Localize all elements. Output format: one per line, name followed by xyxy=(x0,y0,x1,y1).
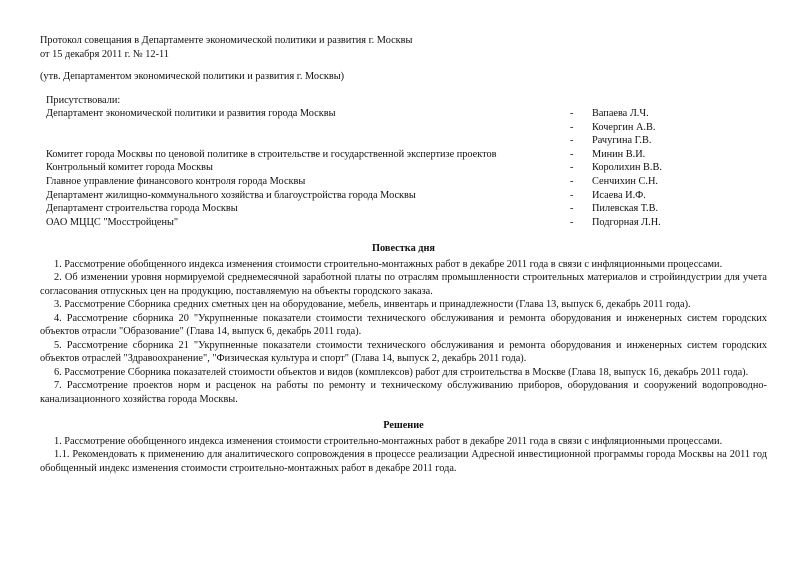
attendee-dash: - xyxy=(570,108,574,119)
attendee-organization: ОАО МЦЦС "Мосстройцены" xyxy=(46,216,179,228)
attendees-heading: Присутствовали: xyxy=(46,94,121,106)
agenda-item: 5. Рассмотрение сборника 21 "Укрупненные показатели стоимости технического обслуживания и ремонта оборудования и инженерных систем городских объектов отраслей "Здравоохранение", "Физическая культура и спорт" (Глава 14, выпуск 2, декабрь 2011 года). xyxy=(40,339,767,365)
agenda-item: 1. Рассмотрение обобщенного индекса изменения стоимости строительно-монтажных работ в декабре 2011 года в связи с инфляционными процессами. xyxy=(54,258,723,270)
attendee-row xyxy=(46,148,767,162)
attendee-dash: - xyxy=(570,175,574,187)
attendee-dash: - xyxy=(570,162,574,174)
attendee-name: Рачугина Г.В. xyxy=(592,135,652,147)
attendee-row xyxy=(46,189,767,203)
agenda-item: 7. Рассмотрение проектов норм и расценок на работы по ремонту и техническому обслуживанию приборов, оборудования и сооружений водопроводно-канализационного хозяйства города Москвы. xyxy=(40,380,767,405)
attendee-name: Исаева И.Ф. xyxy=(592,189,646,201)
document-date: от 15 декабря 2011 г. № 12-11 xyxy=(40,48,169,60)
attendee-dash: - xyxy=(570,203,574,215)
attendee-row xyxy=(46,161,767,175)
attendee-row xyxy=(46,202,767,216)
attendee-organization: Департамент строительства города Москвы xyxy=(46,203,238,215)
attendee-organization: Контрольный комитет города Москвы xyxy=(46,162,213,174)
agenda-item: 6. Рассмотрение Сборника показателей стоимости объектов и видов (комплексов) работ для строительства в Москве (Глава 18, выпуск 16, декабрь 2011 года). xyxy=(54,366,749,378)
attendee-name: Сенчихин С.Н. xyxy=(592,175,658,187)
approval-note: (утв. Департаментом экономической политики и развития г. Москвы) xyxy=(40,71,345,82)
attendee-row xyxy=(46,134,767,148)
attendee-name: Подгорная Л.Н. xyxy=(592,216,661,228)
attendee-name: Кочергин А.В. xyxy=(592,121,656,133)
attendees-list xyxy=(46,107,767,229)
attendee-dash: - xyxy=(570,135,574,147)
attendee-dash: - xyxy=(570,148,574,160)
attendee-dash: - xyxy=(570,189,574,201)
attendee-row xyxy=(46,107,767,121)
decision-title: Решение xyxy=(383,420,424,432)
attendees-section xyxy=(46,94,767,230)
attendee-name: Королихин В.В. xyxy=(592,162,662,174)
agenda-item: 3. Рассмотрение Сборника средних сметных цен на оборудование, мебель, инвентарь и принадлежности (Глава 13, выпуск 6, декабрь 2011 года). xyxy=(54,299,691,311)
attendee-organization: Департамент экономической политики и развития города Москвы xyxy=(46,108,336,119)
attendee-dash: - xyxy=(570,121,574,133)
attendee-organization: Департамент жилищно-коммунального хозяйства и благоустройства города Москвы xyxy=(46,189,416,201)
attendee-row xyxy=(46,121,767,135)
attendee-name: Вапаева Л.Ч. xyxy=(592,108,649,119)
decision-list xyxy=(40,435,767,476)
attendee-organization: Комитет города Москвы по ценовой политике в строительстве и государственной экспертизе проектов xyxy=(46,148,497,160)
attendee-dash: - xyxy=(570,216,574,228)
agenda-item: 2. Об изменении уровня нормируемой среднемесячной заработной платы по отраслям промышленности строительных материалов и стройиндустрии для учета согласования отпускных цен на продукцию, поставляемую на объекты городского заказа. xyxy=(40,272,767,297)
attendee-name: Пилевская Т.В. xyxy=(592,203,659,215)
attendee-row xyxy=(46,216,767,230)
agenda-item: 4. Рассмотрение сборника 20 "Укрупненные показатели стоимости технического обслуживания и ремонта оборудования и инженерных систем городских объектов отрасли "Образование" (Глава 14, выпуск 6, декабрь 2011 года). xyxy=(40,312,767,338)
decision-item: 1. Рассмотрение обобщенного индекса изменения стоимости строительно-монтажных работ в декабре 2011 года в связи с инфляционными процессами. xyxy=(54,435,723,447)
document-page xyxy=(40,34,767,475)
agenda-title: Повестка дня xyxy=(372,243,435,255)
document-title: Протокол совещания в Департаменте экономической политики и развития г. Москвы xyxy=(40,35,413,46)
attendee-row xyxy=(46,175,767,189)
attendee-organization: Главное управление финансового контроля города Москвы xyxy=(46,175,306,187)
agenda-list xyxy=(40,258,767,407)
attendee-name: Минин В.И. xyxy=(592,148,646,160)
decision-item: 1.1. Рекомендовать к применению для аналитического сопровождения в процессе реализации Адресной инвестиционной программы города Москвы на 2011 год обобщенный индекс изменения стоимости строительно-монтажных работ в декабре 2011 года. xyxy=(40,449,767,474)
